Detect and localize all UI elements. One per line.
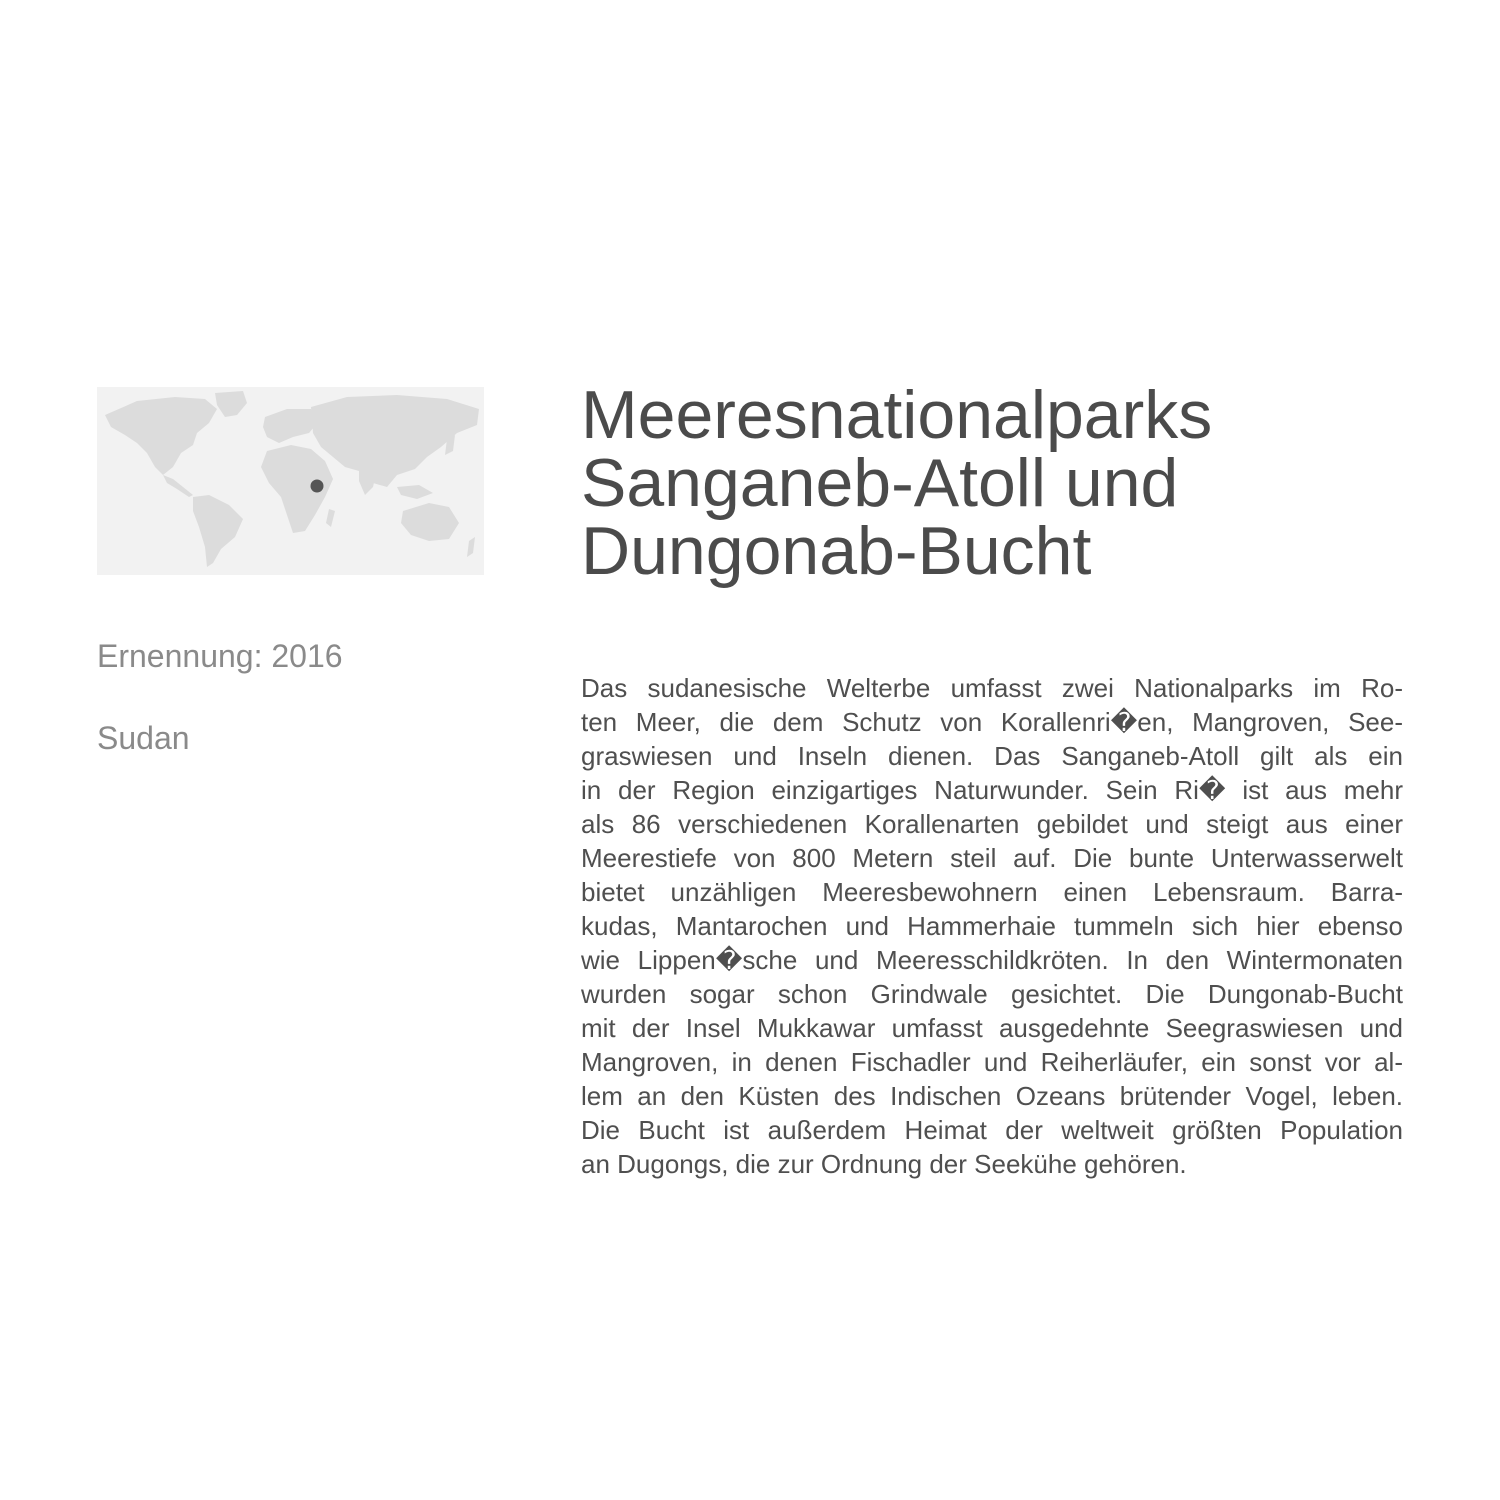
designation-year: Ernennung: 2016 — [97, 638, 343, 674]
title-line: Sanganeb-Atoll und — [581, 445, 1179, 521]
body-line: als 86 verschiedenen Korallenarten gebildet und steigt aus einer — [581, 809, 1403, 839]
continents — [105, 391, 479, 567]
location-marker — [311, 480, 324, 493]
world-map-graphic — [97, 387, 484, 575]
body-line: wurden sogar schon Grindwale gesichtet. Die Dungonab-Bucht — [581, 979, 1403, 1009]
body-line: Die Bucht ist außerdem Heimat der weltweit größten Population — [581, 1115, 1403, 1145]
body-line: wie Lippen�sche und Meeresschildkröten. In den Wintermonaten — [581, 945, 1403, 975]
page-title — [581, 377, 1421, 589]
body-line: lem an den Küsten des Indischen Ozeans brütender Vogel, leben. — [581, 1081, 1403, 1111]
country-name: Sudan — [97, 720, 190, 756]
body-line: Das sudanesische Welterbe umfasst zwei Nationalparks im Ro- — [581, 673, 1403, 703]
body-line: ten Meer, die dem Schutz von Korallenri�en, Mangroven, See- — [581, 707, 1403, 737]
body-line: kudas, Mantarochen und Hammerhaie tummeln sich hier ebenso — [581, 911, 1403, 941]
description-text — [581, 671, 1403, 1181]
body-line: Meerestiefe von 800 Metern steil auf. Die bunte Unterwasserwelt — [581, 843, 1403, 873]
body-line: Mangroven, in denen Fischadler und Reiherläufer, ein sonst vor al- — [581, 1047, 1403, 1077]
title-line: Dungonab-Bucht — [581, 513, 1092, 589]
body-line: bietet unzähligen Meeresbewohnern einen Lebensraum. Barra- — [581, 877, 1403, 907]
body-line: in der Region einzigartiges Naturwunder. Sein Ri� ist aus mehr — [581, 775, 1403, 805]
body-line: an Dugongs, die zur Ordnung der Seekühe gehören. — [581, 1149, 1187, 1179]
world-map — [97, 387, 484, 575]
body-line: graswiesen und Inseln dienen. Das Sanganeb-Atoll gilt als ein — [581, 741, 1403, 771]
body-line: mit der Insel Mukkawar umfasst ausgedehnte Seegraswiesen und — [581, 1013, 1403, 1043]
title-line: Meeresnationalparks — [581, 377, 1213, 453]
